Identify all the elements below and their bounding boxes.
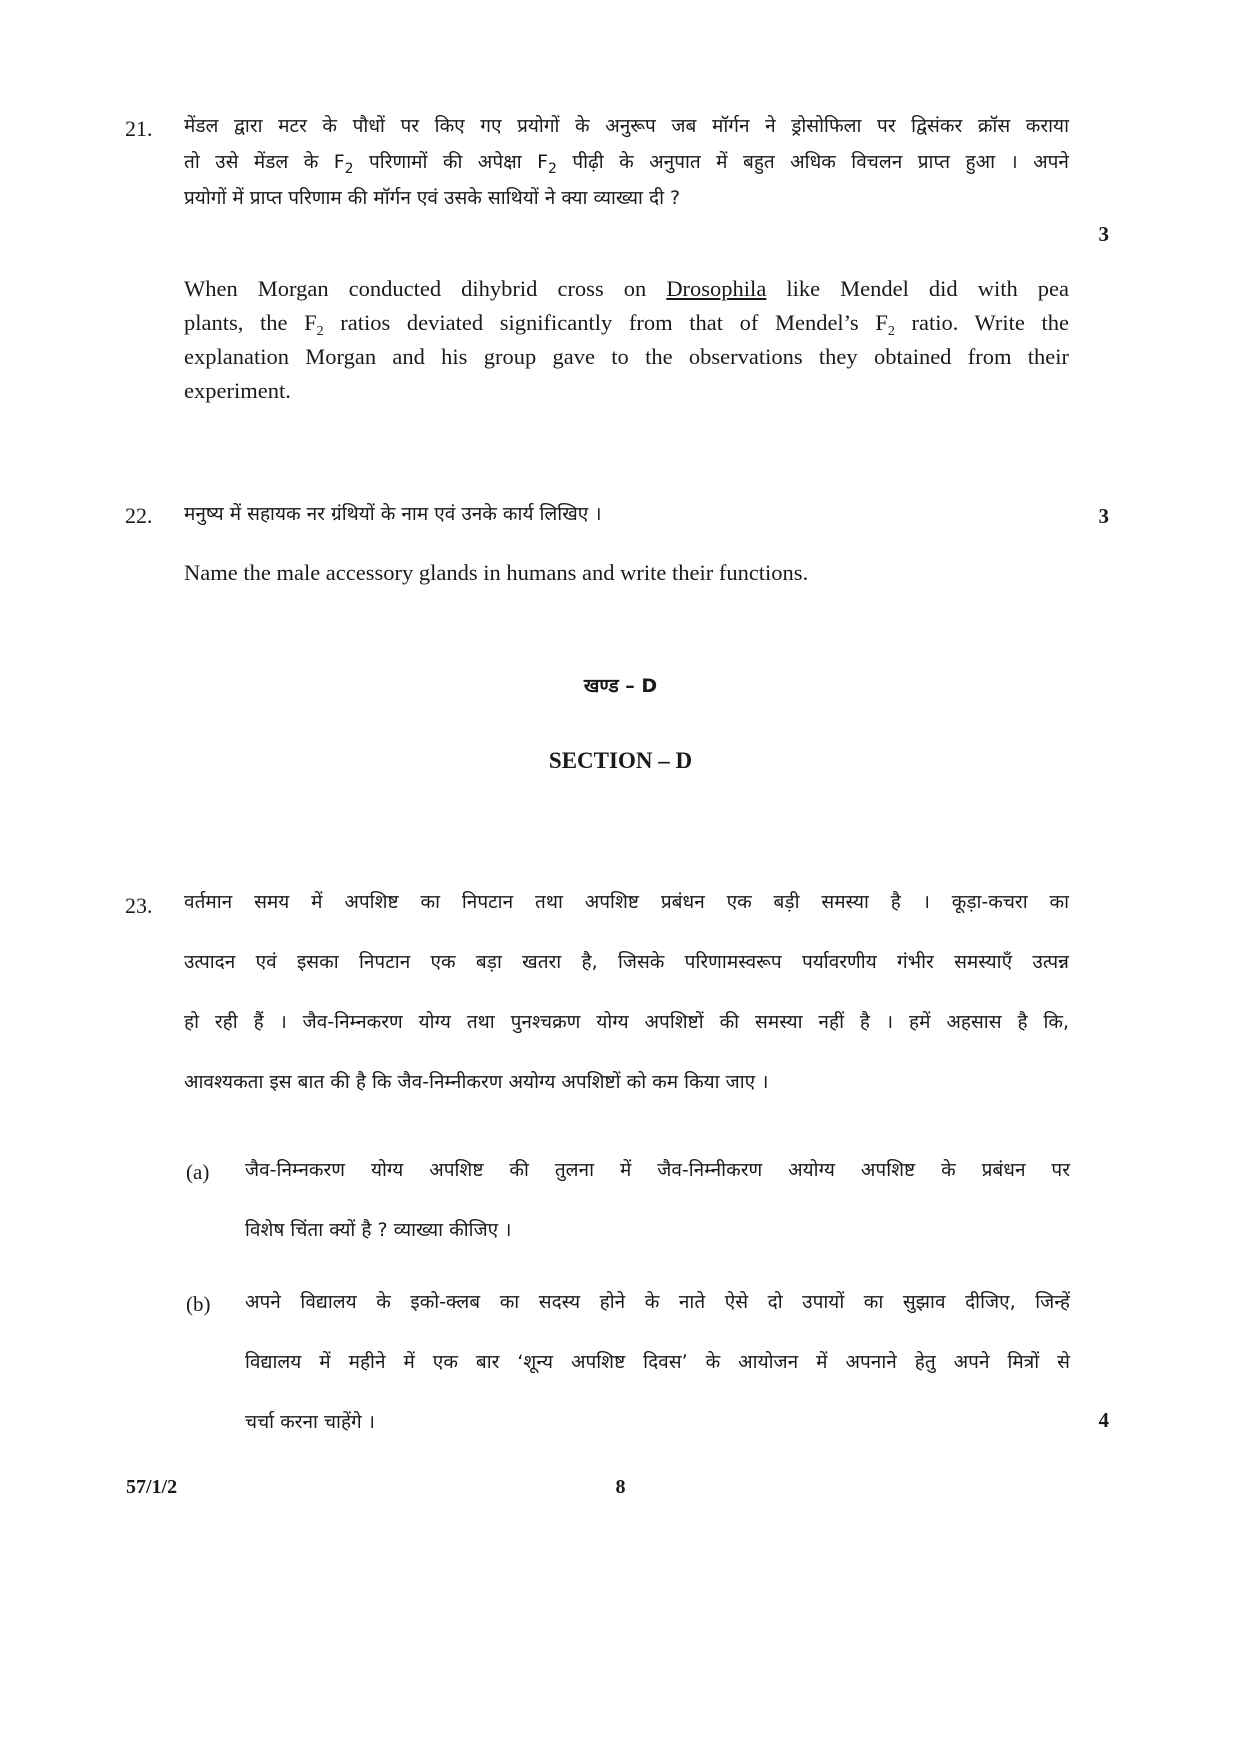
q23-hindi-line-2: उत्पादन एवं इसका निपटान एक बड़ा खतरा है, जिसके परिणामस्वरूप पर्यावरणीय गंभीर समस्याएँ उत्पन्न — [184, 951, 1069, 973]
question-23-number: 23. — [125, 893, 153, 918]
q23-part-b-line-2: विद्यालय में महीने में एक बार ‘शून्य अपशिष्ट दिवस’ के आयोजन में अपनाने हेतु अपने मित्रों से — [245, 1351, 1070, 1373]
drosophila-underlined: Drosophila — [666, 276, 767, 301]
q21-english-line-2a: plants, the F — [184, 310, 317, 335]
section-heading-hindi: खण्ड – D — [583, 675, 658, 697]
q23-part-b-line-3: चर्चा करना चाहेंगे । — [245, 1411, 375, 1433]
question-21-number: 21. — [125, 116, 153, 141]
q23-hindi-line-4: आवश्यकता इस बात की है कि जैव-निम्नीकरण अयोग्य अपशिष्टों को कम किया जाए । — [184, 1071, 769, 1093]
subscript-2: 2 — [316, 324, 324, 339]
q21-hindi-line-1: मेंडल द्वारा मटर के पौधों पर किए गए प्रयोगों के अनुरूप जब मॉर्गन ने ड्रोसोफिला पर द्विसंकर क्रॉस कराया — [184, 115, 1069, 137]
q21-english-line-1a: When Morgan conducted dihybrid cross on — [184, 276, 667, 301]
question-23-marks: 4 — [1098, 1408, 1109, 1432]
q21-hindi-line-2a: तो उसे मेंडल के F — [184, 151, 345, 173]
q21-english-line-2 — [184, 306, 1069, 340]
q21-english-line-2b: ratios deviated significantly from that of Mendel’s F — [323, 310, 888, 335]
q21-hindi-line-3: प्रयोगों में प्राप्त परिणाम की मॉर्गन एवं उसके साथियों ने क्या व्याख्या दी ? — [184, 187, 681, 209]
question-21-marks: 3 — [1098, 222, 1109, 246]
subscript-2: 2 — [344, 161, 354, 177]
subscript-2: 2 — [548, 161, 557, 177]
q21-hindi-line-2 — [184, 144, 1069, 180]
q21-english-line-1 — [184, 272, 1069, 306]
q23-part-a-line-1: जैव-निम्नकरण योग्य अपशिष्ट की तुलना में जैव-निम्नीकरण अयोग्य अपशिष्ट के प्रबंधन पर — [245, 1159, 1070, 1181]
q21-english-line-4: experiment. — [184, 378, 291, 403]
q21-english-line-3: explanation Morgan and his group gave to the observations they obtained from their — [184, 344, 1069, 369]
paper-code: 57/1/2 — [126, 1476, 178, 1498]
page-number: 8 — [615, 1476, 626, 1498]
q23-part-b-text — [245, 1272, 1070, 1452]
question-21-hindi-text — [184, 108, 1069, 216]
q21-hindi-line-2c: पीढ़ी के अनुपात में बहुत अधिक विचलन प्राप्त हुआ । अपने — [556, 151, 1069, 173]
subscript-2: 2 — [887, 324, 895, 339]
question-23-hindi-text — [184, 872, 1069, 1112]
q23-part-a-text — [245, 1140, 1070, 1260]
q23-part-b-label: (b) — [186, 1292, 211, 1316]
q23-part-a-line-2: विशेष चिंता क्यों है ? व्याख्या कीजिए । — [245, 1219, 512, 1241]
question-22-marks: 3 — [1098, 504, 1109, 528]
q23-hindi-line-3: हो रही हैं । जैव-निम्नकरण योग्य तथा पुनश्चक्रण योग्य अपशिष्टों की समस्या नहीं है । हमें अहसास है कि, — [184, 1011, 1069, 1033]
question-22-english-text: Name the male accessory glands in humans and write their functions. — [184, 560, 809, 585]
q23-part-a-label: (a) — [186, 1160, 210, 1184]
question-22-number: 22. — [125, 503, 153, 528]
q21-english-line-2c: ratio. Write the — [894, 310, 1069, 335]
q21-english-line-1b: like Mendel did with pea — [766, 276, 1070, 301]
q21-hindi-line-2b: परिणामों की अपेक्षा F — [353, 151, 549, 173]
section-heading-english: SECTION – D — [548, 748, 693, 773]
q23-hindi-line-1: वर्तमान समय में अपशिष्ट का निपटान तथा अपशिष्ट प्रबंधन एक बड़ी समस्या है । कूड़ा-कचरा का — [184, 891, 1069, 913]
question-22-hindi-text: मनुष्य में सहायक नर ग्रंथियों के नाम एवं उनके कार्य लिखिए । — [184, 503, 602, 525]
question-21-english-text — [184, 272, 1069, 408]
q23-part-b-line-1: अपने विद्यालय के इको-क्लब का सदस्य होने के नाते ऐसे दो उपायों का सुझाव दीजिए, जिन्हें — [245, 1291, 1070, 1313]
